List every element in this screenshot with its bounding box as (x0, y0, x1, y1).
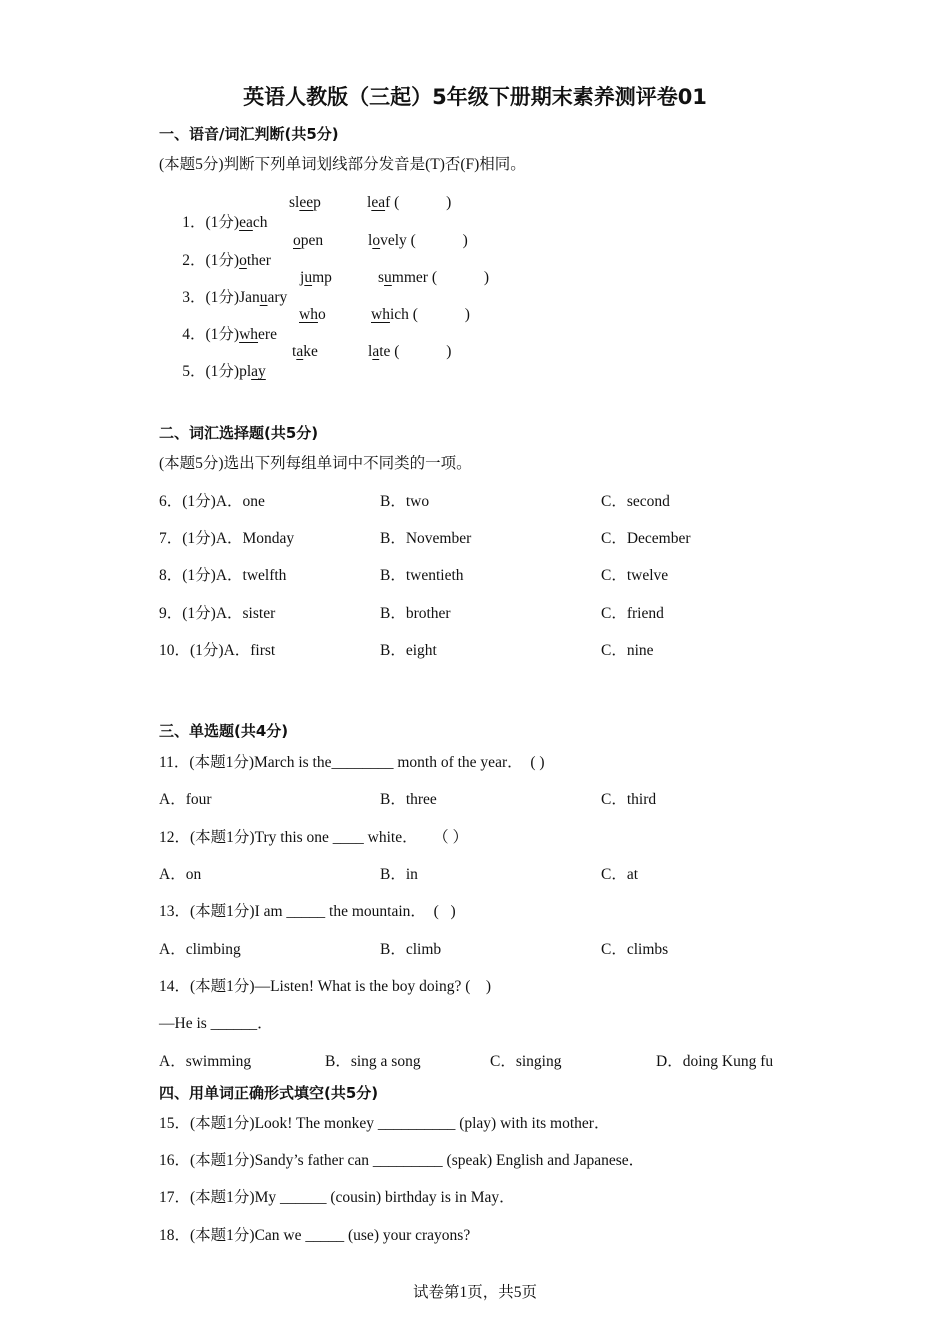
word-3-answer: which ( ) (371, 306, 470, 323)
fill-in-item: 18．(本题1分)Can we _____ (use) your crayons? (159, 1227, 471, 1244)
word-2: take (292, 343, 318, 360)
question-14-response: —He is ______． (159, 1015, 273, 1032)
section-1-heading: 一、语音/词汇判断(共5分) (159, 125, 339, 143)
section-1-instruction: (本题5分)判断下列单词划线部分发音是(T)否(F)相同。 (159, 156, 526, 173)
vocab-item: 9．(1分)A．sister (159, 605, 276, 622)
answer-blank[interactable]: ( (394, 194, 400, 211)
section-2-heading: 二、词汇选择题(共5分) (159, 424, 319, 442)
option-b[interactable]: B．in (380, 866, 418, 883)
word-1: other (239, 252, 271, 269)
option-a[interactable]: A．four (159, 791, 212, 808)
option-c[interactable]: C．friend (601, 605, 664, 622)
item-number: 3．(1分) (182, 289, 240, 306)
section-3-heading: 三、单选题(共4分) (159, 722, 289, 740)
option-b[interactable]: B．twentieth (380, 567, 464, 584)
word-1: each (239, 214, 268, 231)
option-c[interactable]: C．at (601, 866, 639, 883)
word-3-answer: summer ( ) (378, 269, 489, 286)
item-number: 5．(1分) (182, 363, 240, 380)
answer-blank[interactable]: ( (431, 269, 437, 286)
option-b[interactable]: B．climb (380, 941, 442, 958)
option-a[interactable]: A．one (215, 493, 265, 510)
section-2-instruction: (本题5分)选出下列每组单词中不同类的一项。 (159, 455, 472, 472)
word-2: open (293, 232, 324, 249)
option-b[interactable]: B．eight (380, 642, 437, 659)
word-2: sleep (289, 194, 321, 211)
option-a[interactable]: A．twelfth (215, 567, 287, 584)
word-3-answer: late ( ) (368, 343, 452, 360)
word-2: who (299, 306, 326, 323)
word-1: play (239, 363, 266, 380)
section-4-heading: 四、用单词正确形式填空(共5分) (159, 1084, 379, 1102)
option-d[interactable]: D．doing Kung fu (656, 1053, 774, 1070)
word-2: jump (300, 269, 332, 286)
option-b[interactable]: B．November (380, 530, 472, 547)
item-number: 1．(1分) (182, 214, 240, 231)
question-11-stem: 11．(本题1分)March is the________ month of the year． ( ) (159, 754, 545, 771)
question-12-stem: 12．(本题1分)Try this one ____ white． （ ） (159, 829, 468, 846)
vocab-item: 10．(1分)A．first (159, 642, 276, 659)
vocab-item: 7．(1分)A．Monday (159, 530, 295, 547)
word-3-answer: lovely ( ) (368, 232, 468, 249)
question-14-stem: 14．(本题1分)—Listen! What is the boy doing? ( ) (159, 978, 492, 995)
page-title: 英语人教版（三起）5年级下册期末素养测评卷01 (243, 85, 707, 109)
answer-blank[interactable]: ( (412, 306, 418, 323)
fill-in-item: 17．(本题1分)My ______ (cousin) birthday is in May． (159, 1189, 515, 1206)
option-b[interactable]: B．two (380, 493, 430, 510)
word-1: where (239, 326, 277, 343)
option-c[interactable]: C．nine (601, 642, 654, 659)
fill-in-item: 16．(本题1分)Sandy’s father can _________ (speak) English and Japanese． (159, 1152, 645, 1169)
option-c[interactable]: C．second (601, 493, 670, 510)
item-number: 4．(1分) (182, 326, 240, 343)
phonics-item (159, 342, 266, 402)
option-a[interactable]: A．sister (215, 605, 276, 622)
word-1: January (239, 289, 288, 306)
fill-in-item: 15．(本题1分)Look! The monkey __________ (play) with its mother． (159, 1115, 610, 1132)
item-number: 2．(1分) (182, 252, 240, 269)
option-a[interactable]: A．on (159, 866, 202, 883)
option-b[interactable]: B．brother (380, 605, 451, 622)
option-c[interactable]: C．third (601, 791, 657, 808)
option-a[interactable]: A．Monday (215, 530, 295, 547)
option-c[interactable]: C．climbs (601, 941, 669, 958)
answer-blank[interactable]: ( (394, 343, 400, 360)
word-3-answer: leaf ( ) (367, 194, 452, 211)
option-a[interactable]: A．swimming (159, 1053, 252, 1070)
option-c[interactable]: C．December (601, 530, 691, 547)
option-c[interactable]: C．twelve (601, 567, 669, 584)
option-a[interactable]: A．climbing (159, 941, 241, 958)
option-b[interactable]: B．sing a song (325, 1053, 421, 1070)
option-a[interactable]: A．first (223, 642, 276, 659)
question-13-stem: 13．(本题1分)I am _____ the mountain． ( ) (159, 903, 456, 920)
answer-blank[interactable]: ( (410, 232, 416, 249)
option-b[interactable]: B．three (380, 791, 437, 808)
option-c[interactable]: C．singing (490, 1053, 562, 1070)
vocab-item: 8．(1分)A．twelfth (159, 567, 287, 584)
page-footer: 试卷第1页，共5页 (412, 1284, 537, 1301)
vocab-item: 6．(1分)A．one (159, 493, 265, 510)
